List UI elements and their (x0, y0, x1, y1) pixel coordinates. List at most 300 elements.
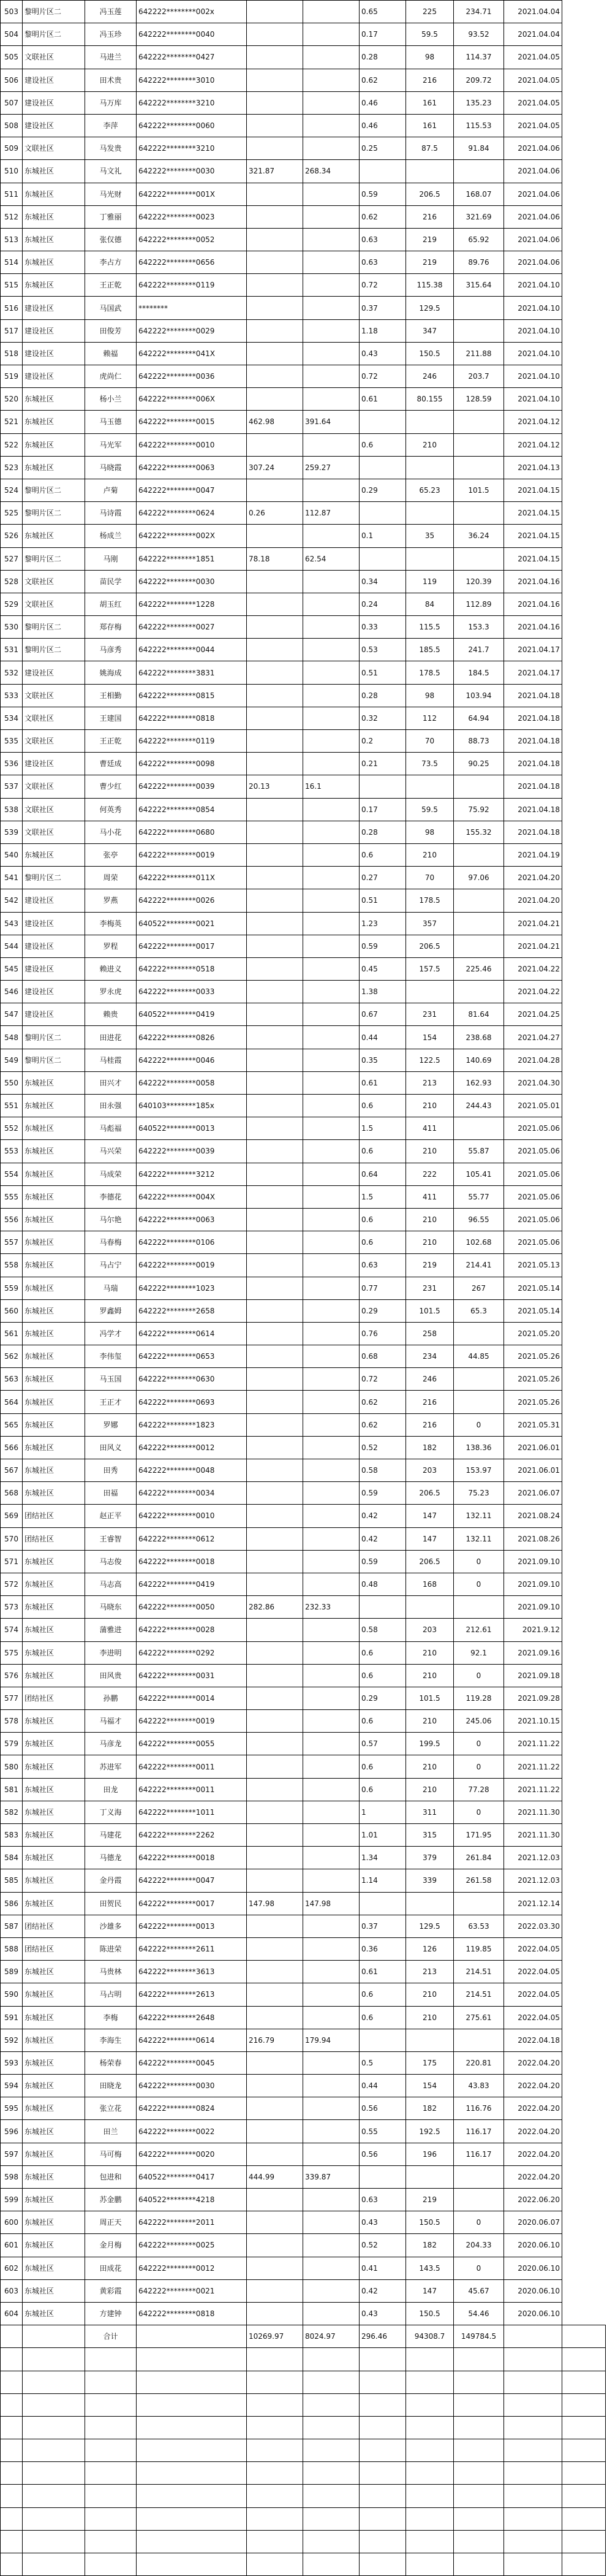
amount-a-cell (247, 935, 303, 957)
amount-a-cell: 216.79 (247, 2029, 303, 2051)
empty-cell (454, 2485, 504, 2507)
amount-b-cell (303, 274, 360, 297)
resident-name-cell: 杨荣春 (85, 2051, 137, 2074)
community-name-cell: 东城社区 (23, 2302, 85, 2325)
empty-cell (406, 2530, 454, 2553)
amount-b-cell: 259.27 (303, 456, 360, 479)
id-number-cell: 642222********0023 (137, 205, 247, 228)
resident-name-cell: 田晓龙 (85, 2075, 137, 2097)
amount-d-cell: 93.52 (454, 23, 504, 46)
date-cell: 2021.04.15 (504, 502, 562, 525)
quantity-cell: 0.52 (360, 2234, 406, 2257)
amount-a-cell (247, 2006, 303, 2029)
table-row (1, 2257, 606, 2279)
row-number-cell: 581 (1, 1778, 23, 1801)
date-cell: 2021.04.30 (504, 1071, 562, 1094)
row-number-cell: 604 (1, 2302, 23, 2325)
row-number-cell: 555 (1, 1185, 23, 1208)
amount-b-cell (303, 2097, 360, 2120)
row-number-cell: 542 (1, 889, 23, 912)
empty-cell (504, 2416, 562, 2439)
row-number-cell: 536 (1, 753, 23, 775)
amount-b-cell (303, 1391, 360, 1413)
table-row (1, 1527, 606, 1550)
amount-a-cell (247, 639, 303, 661)
amount-a-cell (247, 1983, 303, 2006)
amount-c-cell: 143.5 (406, 2257, 454, 2279)
quantity-cell: 0.28 (360, 46, 406, 69)
amount-b-cell (303, 1847, 360, 1869)
id-number-cell: 642222********0119 (137, 274, 247, 297)
resident-name-cell: 罗鑫姆 (85, 1299, 137, 1322)
quantity-cell: 0.63 (360, 228, 406, 251)
id-number-cell: 642222********0030 (137, 570, 247, 593)
amount-d-cell: 77.28 (454, 1778, 504, 1801)
community-name-cell: 文联社区 (23, 570, 85, 593)
amount-a-cell (247, 1869, 303, 1892)
resident-name-cell: 田秀 (85, 1459, 137, 1482)
community-name-cell: 东城社区 (23, 1619, 85, 1641)
empty-cell (504, 2393, 562, 2416)
empty-cell (454, 2439, 504, 2462)
amount-b-cell (303, 1277, 360, 1299)
resident-name-cell: 马玉德 (85, 411, 137, 433)
table-row (1, 707, 606, 729)
row-number-cell: 595 (1, 2097, 23, 2120)
amount-a-cell (247, 137, 303, 160)
amount-c-cell: 234 (406, 1345, 454, 1368)
amount-a-cell (247, 912, 303, 935)
table-row (1, 274, 606, 297)
amount-c-cell: 216 (406, 1413, 454, 1436)
quantity-cell: 1.18 (360, 319, 406, 342)
date-cell: 2020.06.10 (504, 2279, 562, 2302)
date-cell: 2021.04.16 (504, 616, 562, 639)
amount-d-cell: 0 (454, 1755, 504, 1778)
quantity-cell: 0.72 (360, 274, 406, 297)
amount-b-cell (303, 2279, 360, 2302)
community-name-cell: 东城社区 (23, 2257, 85, 2279)
id-number-cell: 642222********1851 (137, 547, 247, 570)
id-number-cell: 642222********0014 (137, 1687, 247, 1709)
amount-a-cell (247, 1915, 303, 1937)
date-cell: 2021.09.10 (504, 1550, 562, 1573)
amount-c-cell: 210 (406, 1755, 454, 1778)
resident-name-cell: 曹廷成 (85, 753, 137, 775)
amount-d-cell: 0 (454, 1573, 504, 1595)
date-cell: 2021.05.06 (504, 1231, 562, 1254)
amount-c-cell: 219 (406, 1254, 454, 1277)
community-name-cell: 东城社区 (23, 1436, 85, 1459)
table-row (1, 91, 606, 114)
amount-b-cell (303, 707, 360, 729)
community-name-cell: 文联社区 (23, 137, 85, 160)
amount-b-cell: 62.54 (303, 547, 360, 570)
resident-name-cell: 马德龙 (85, 1847, 137, 1869)
amount-b-cell (303, 1459, 360, 1482)
amount-d-cell: 155.32 (454, 821, 504, 843)
quantity-cell: 0.64 (360, 1163, 406, 1185)
amount-d-cell: 0 (454, 1733, 504, 1755)
amount-d-cell (454, 1322, 504, 1345)
empty-cell (562, 2416, 606, 2439)
empty-cell (137, 2530, 247, 2553)
community-name-cell: 建设社区 (23, 753, 85, 775)
resident-name-cell: 马春梅 (85, 1231, 137, 1254)
empty-cell (504, 2439, 562, 2462)
amount-c-cell: 147 (406, 1505, 454, 1527)
resident-name-cell: 田进花 (85, 1026, 137, 1049)
amount-d-cell (454, 319, 504, 342)
resident-name-cell: 马彦秀 (85, 639, 137, 661)
table-row (1, 160, 606, 183)
row-number-cell: 600 (1, 2211, 23, 2234)
row-number-cell: 514 (1, 251, 23, 274)
resident-name-cell: 沙雄多 (85, 1915, 137, 1937)
empty-cell (85, 2485, 137, 2507)
empty-cell (85, 2439, 137, 2462)
id-number-cell: 642222********0019 (137, 1710, 247, 1733)
amount-d-cell: 275.61 (454, 2006, 504, 2029)
amount-a-cell (247, 1185, 303, 1208)
table-row (1, 981, 606, 1003)
amount-a-cell (247, 1368, 303, 1391)
amount-d-cell: 88.73 (454, 730, 504, 753)
amount-d-cell: 64.94 (454, 707, 504, 729)
date-cell: 2020.06.10 (504, 2257, 562, 2279)
empty-cell (562, 2348, 606, 2371)
amount-d-cell: 112.89 (454, 593, 504, 615)
row-number-cell: 592 (1, 2029, 23, 2051)
quantity-cell (360, 1596, 406, 1619)
id-number-cell: 642222********0614 (137, 2029, 247, 2051)
amount-d-cell: 43.83 (454, 2075, 504, 2097)
table-row (1, 2234, 606, 2257)
id-number-cell: 642222********0815 (137, 684, 247, 707)
amount-b-cell (303, 2234, 360, 2257)
amount-a-cell (247, 479, 303, 501)
amount-c-cell: 112 (406, 707, 454, 729)
amount-c-cell: 258 (406, 1322, 454, 1345)
amount-a-cell: 0.26 (247, 502, 303, 525)
community-name-cell: 文联社区 (23, 593, 85, 615)
resident-name-cell: 田贺民 (85, 1892, 137, 1915)
amount-c-cell: 203 (406, 1459, 454, 1482)
table-row (1, 957, 606, 980)
resident-name-cell: 冯玉珍 (85, 23, 137, 46)
amount-c-cell: 311 (406, 1801, 454, 1823)
amount-d-cell (454, 912, 504, 935)
resident-name-cell: 马占明 (85, 1983, 137, 2006)
empty-cell (504, 2462, 562, 2485)
empty-cell (303, 2393, 360, 2416)
empty-row (1, 2416, 606, 2439)
amount-b-cell (303, 730, 360, 753)
amount-a-cell (247, 1391, 303, 1413)
amount-d-cell: 91.84 (454, 137, 504, 160)
empty-cell (23, 2439, 85, 2462)
date-cell: 2021.04.10 (504, 274, 562, 297)
amount-a-cell (247, 205, 303, 228)
community-name-cell: 建设社区 (23, 365, 85, 388)
amount-d-cell: 132.11 (454, 1527, 504, 1550)
row-number-cell: 569 (1, 1505, 23, 1527)
date-cell: 2021.04.12 (504, 433, 562, 456)
empty-cell (360, 2530, 406, 2553)
row-number-cell: 506 (1, 69, 23, 91)
id-number-cell: 642222********0052 (137, 228, 247, 251)
amount-c-cell: 115.5 (406, 616, 454, 639)
amount-b-cell (303, 1687, 360, 1709)
amount-b-cell (303, 1049, 360, 1071)
resident-name-cell: 马光财 (85, 183, 137, 205)
row-number-cell: 546 (1, 981, 23, 1003)
resident-name-cell: 王相勤 (85, 684, 137, 707)
table-row (1, 2097, 606, 2120)
amount-a-cell (247, 525, 303, 547)
amount-c-cell: 206.5 (406, 183, 454, 205)
amount-d-cell: 0 (454, 1801, 504, 1823)
amount-a-cell (247, 1322, 303, 1345)
amount-b-cell (303, 1915, 360, 1937)
id-number-cell: 642222********0824 (137, 2097, 247, 2120)
row-number-cell: 601 (1, 2234, 23, 2257)
table-row (1, 114, 606, 137)
amount-d-cell: 65.92 (454, 228, 504, 251)
empty-cell (1, 2371, 23, 2393)
resident-name-cell: 杨小兰 (85, 388, 137, 411)
id-number-cell: 642222********0047 (137, 479, 247, 501)
empty-row (1, 2507, 606, 2530)
amount-b-cell (303, 1299, 360, 1322)
row-number-cell: 586 (1, 1892, 23, 1915)
amount-c-cell: 216 (406, 69, 454, 91)
amount-b-cell (303, 251, 360, 274)
quantity-cell: 0.42 (360, 1527, 406, 1550)
row-number-cell: 556 (1, 1208, 23, 1231)
amount-b-cell (303, 957, 360, 980)
amount-a-cell (247, 1550, 303, 1573)
id-number-cell: 642222********002x (137, 1, 247, 23)
amount-d-cell (454, 1117, 504, 1140)
row-number-cell: 528 (1, 570, 23, 593)
community-name-cell: 东城社区 (23, 2097, 85, 2120)
empty-cell (303, 2507, 360, 2530)
community-name-cell: 东城社区 (23, 2029, 85, 2051)
resident-name-cell: 孙鹏 (85, 1687, 137, 1709)
resident-name-cell: 李萍 (85, 114, 137, 137)
quantity-cell: 0.46 (360, 91, 406, 114)
date-cell: 2021.05.20 (504, 1322, 562, 1345)
empty-cell (406, 2371, 454, 2393)
date-cell: 2021.05.06 (504, 1117, 562, 1140)
resident-name-cell: 马桂霞 (85, 1049, 137, 1071)
resident-name-cell: 丁雅丽 (85, 205, 137, 228)
row-number-cell: 570 (1, 1527, 23, 1550)
resident-name-cell: 赖贵 (85, 1003, 137, 1026)
quantity-cell: 0.25 (360, 137, 406, 160)
amount-d-cell: 75.92 (454, 798, 504, 821)
community-name-cell: 建设社区 (23, 69, 85, 91)
amount-c-cell: 222 (406, 1163, 454, 1185)
date-cell: 2021.04.06 (504, 251, 562, 274)
row-number-cell: 580 (1, 1755, 23, 1778)
amount-a-cell (247, 661, 303, 684)
empty-cell (454, 2530, 504, 2553)
table-row (1, 1071, 606, 1094)
row-number-cell: 504 (1, 23, 23, 46)
resident-name-cell: 马万库 (85, 91, 137, 114)
date-cell: 2021.04.05 (504, 46, 562, 69)
amount-a-cell (247, 1664, 303, 1687)
resident-name-cell: 马贵林 (85, 1961, 137, 1983)
id-number-cell: 642222********0026 (137, 889, 247, 912)
amount-b-cell (303, 1937, 360, 1960)
amount-c-cell: 70 (406, 867, 454, 889)
table-row (1, 2006, 606, 2029)
resident-name-cell: 包进和 (85, 2165, 137, 2188)
empty-cell (137, 2371, 247, 2393)
community-name-cell: 建设社区 (23, 114, 85, 137)
amount-d-cell (454, 160, 504, 183)
amount-c-cell: 119 (406, 570, 454, 593)
community-name-cell: 建设社区 (23, 661, 85, 684)
resident-name-cell: 罗娜 (85, 1413, 137, 1436)
resident-name-cell: 田成花 (85, 2257, 137, 2279)
amount-d-cell: 92.1 (454, 1641, 504, 1664)
quantity-cell: 0.59 (360, 183, 406, 205)
community-name-cell: 东城社区 (23, 1185, 85, 1208)
table-row (1, 1892, 606, 1915)
empty-cell (85, 2348, 137, 2371)
id-number-cell: 642222********0058 (137, 1071, 247, 1094)
resident-name-cell: 苏金鹏 (85, 2189, 137, 2211)
amount-c-cell: 168 (406, 1573, 454, 1595)
community-name-cell: 文联社区 (23, 798, 85, 821)
empty-cell (504, 2553, 562, 2576)
amount-b-cell: 16.1 (303, 775, 360, 798)
amount-c-cell: 161 (406, 114, 454, 137)
table-row (1, 1505, 606, 1527)
id-number-cell: 642222********0034 (137, 1482, 247, 1505)
quantity-cell: 0.36 (360, 1937, 406, 1960)
amount-d-cell (454, 2029, 504, 2051)
empty-cell (360, 2393, 406, 2416)
date-cell: 2021.05.26 (504, 1391, 562, 1413)
resident-name-cell: 丁义海 (85, 1801, 137, 1823)
amount-b-cell (303, 69, 360, 91)
id-number-cell: 642222********1228 (137, 593, 247, 615)
amount-a-cell: 462.98 (247, 411, 303, 433)
id-number-cell: 642222********0612 (137, 1527, 247, 1550)
amount-d-cell: 119.85 (454, 1937, 504, 1960)
quantity-cell: 0.43 (360, 342, 406, 365)
amount-a-cell (247, 1277, 303, 1299)
quantity-cell: 0.51 (360, 889, 406, 912)
table-row (1, 730, 606, 753)
resident-name-cell: 马彪福 (85, 1117, 137, 1140)
amount-d-cell: 116.17 (454, 2120, 504, 2143)
empty-cell (360, 2348, 406, 2371)
amount-d-cell: 214.41 (454, 1254, 504, 1277)
row-number-cell: 560 (1, 1299, 23, 1322)
quantity-cell: 0.72 (360, 365, 406, 388)
quantity-cell: 0.27 (360, 867, 406, 889)
amount-a-cell (247, 798, 303, 821)
id-number-cell: 642222********0036 (137, 365, 247, 388)
amount-a-cell (247, 1140, 303, 1163)
id-number-cell: 642222********0027 (137, 616, 247, 639)
empty-cell (562, 2462, 606, 2485)
amount-b-cell (303, 616, 360, 639)
community-name-cell: 东城社区 (23, 2211, 85, 2234)
date-cell: 2021.04.22 (504, 957, 562, 980)
resident-name-cell: 李梅英 (85, 912, 137, 935)
resident-name-cell: 田风贵 (85, 1664, 137, 1687)
id-number-cell: 642222********0039 (137, 775, 247, 798)
row-number-cell: 517 (1, 319, 23, 342)
community-name-cell: 黎明片区二 (23, 502, 85, 525)
amount-c-cell (406, 160, 454, 183)
amount-c-cell: 196 (406, 2143, 454, 2165)
id-number-cell: 642222********0019 (137, 1254, 247, 1277)
date-cell: 2021.04.06 (504, 205, 562, 228)
amount-b-cell (303, 1778, 360, 1801)
amount-a-cell (247, 1482, 303, 1505)
resident-name-cell: 马发贵 (85, 137, 137, 160)
empty-cell (137, 2416, 247, 2439)
row-number-cell: 510 (1, 160, 23, 183)
community-name-cell: 东城社区 (23, 1961, 85, 1983)
table-row (1, 753, 606, 775)
community-name-cell: 东城社区 (23, 843, 85, 866)
id-number-cell: 642222********3210 (137, 91, 247, 114)
date-cell: 2022.04.05 (504, 1983, 562, 2006)
amount-c-cell: 150.5 (406, 2211, 454, 2234)
id-number-cell: 642222********0013 (137, 1915, 247, 1937)
date-cell: 2021.05.26 (504, 1345, 562, 1368)
id-number-cell: 642222********0022 (137, 2120, 247, 2143)
id-number-cell: 642222********3010 (137, 69, 247, 91)
date-cell: 2020.06.10 (504, 2302, 562, 2325)
amount-a-cell: 444.99 (247, 2165, 303, 2188)
community-name-cell: 建设社区 (23, 319, 85, 342)
quantity-cell: 0.61 (360, 388, 406, 411)
community-name-cell: 团结社区 (23, 1937, 85, 1960)
amount-d-cell (454, 1391, 504, 1413)
amount-c-cell: 98 (406, 684, 454, 707)
table-row (1, 365, 606, 388)
amount-c-cell: 339 (406, 1869, 454, 1892)
amount-d-cell: 101.5 (454, 479, 504, 501)
table-row (1, 1413, 606, 1436)
date-cell: 2021.04.25 (504, 1003, 562, 1026)
date-cell: 2022.04.20 (504, 2051, 562, 2074)
amount-c-cell (406, 547, 454, 570)
table-row (1, 433, 606, 456)
amount-a-cell (247, 867, 303, 889)
table-row (1, 1185, 606, 1208)
date-cell: 2021.04.27 (504, 1026, 562, 1049)
empty-cell (247, 2348, 303, 2371)
community-name-cell: 东城社区 (23, 1778, 85, 1801)
empty-cell (360, 2462, 406, 2485)
amount-a-cell (247, 1710, 303, 1733)
resident-name-cell: 马占宁 (85, 1254, 137, 1277)
quantity-cell: 0.28 (360, 684, 406, 707)
amount-b-cell (303, 1641, 360, 1664)
resident-name-cell: 郑存梅 (85, 616, 137, 639)
